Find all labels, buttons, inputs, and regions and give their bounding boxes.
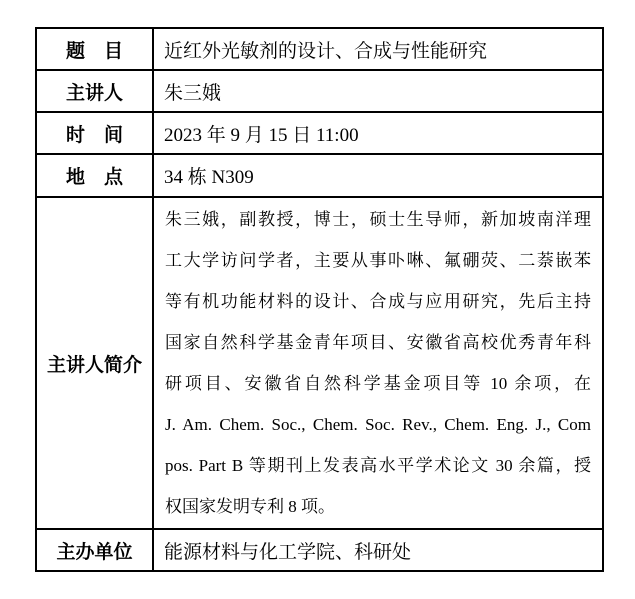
bio-line: 研项目、安徽省自然科学基金项目等 10 余项，在 (165, 374, 591, 393)
table-row-venue (36, 154, 603, 197)
time-row-value: 2023 年 9 月 15 日 11:00 (153, 112, 603, 154)
table-row-title (36, 28, 603, 70)
time-row-label: 时 间 (36, 112, 153, 154)
bio-line: 国家自然科学基金青年项目、安徽省高校优秀青年科 (165, 333, 591, 352)
speaker-row-label: 主讲人 (36, 70, 153, 112)
speaker-row-value: 朱三娥 (153, 70, 603, 112)
seminar-info-table (35, 27, 604, 572)
organizer-row-label: 主办单位 (36, 529, 153, 571)
table-row-speaker (36, 70, 603, 112)
bio-line: 工大学访问学者，主要从事卟啉、氟硼荧、二萘嵌苯 (165, 251, 591, 270)
bio-row-value (153, 197, 603, 529)
bio-line: J. Am. Chem. Soc., Chem. Soc. Rev., Chem. Eng. J., Com (165, 415, 591, 434)
bio-line: 权国家发明专利 8 项。 (165, 497, 335, 516)
table-row-organizer (36, 529, 603, 571)
bio-line: pos. Part B 等期刊上发表高水平学术论文 30 余篇，授 (165, 456, 591, 475)
bio-line: 等有机功能材料的设计、合成与应用研究，先后主持 (165, 292, 591, 311)
bio-row-label: 主讲人简介 (36, 197, 153, 529)
title-row-value: 近红外光敏剂的设计、合成与性能研究 (153, 28, 603, 70)
venue-row-label: 地 点 (36, 154, 153, 197)
table-row-time (36, 112, 603, 154)
organizer-row-value: 能源材料与化工学院、科研处 (153, 529, 603, 571)
title-row-label: 题 目 (36, 28, 153, 70)
venue-row-value: 34 栋 N309 (153, 154, 603, 197)
bio-line: 朱三娥，副教授，博士，硕士生导师，新加坡南洋理 (165, 210, 591, 229)
table-row-bio (36, 197, 603, 529)
